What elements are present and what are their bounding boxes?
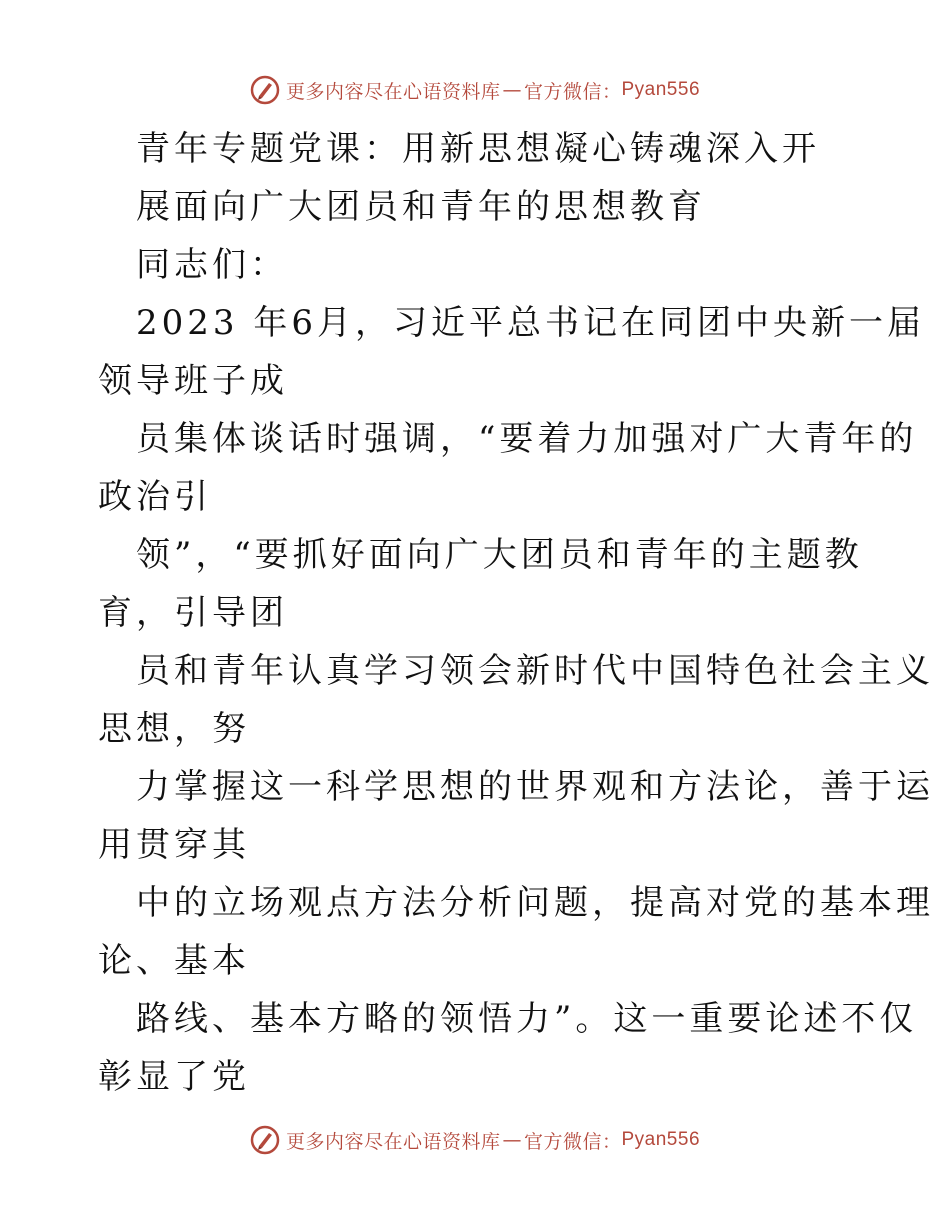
body-line: 2023 年6月，习近平总书记在同团中央新一届: [136, 303, 925, 343]
footer-watermark: [0, 1122, 950, 1158]
body-line: 育，引导团: [98, 593, 288, 633]
body-line: 力掌握这一科学思想的世界观和方法论，善于运: [136, 767, 934, 807]
salutation: 同志们：: [136, 245, 288, 285]
body-line: 员和青年认真学习领会新时代中国特色社会主义: [136, 651, 934, 691]
body-line: 思想，努: [98, 709, 250, 749]
watermark-text: 更多内容尽在心语资料库: [285, 80, 501, 103]
watermark-wechat-id: Pyan556: [621, 79, 701, 100]
watermark-wechat-id: Pyan556: [621, 1129, 701, 1150]
body-line: 中的立场观点方法分析问题，提高对党的基本理: [136, 883, 934, 923]
pen-logo-icon: [250, 75, 280, 105]
document-body: [98, 120, 934, 1106]
title-line-2: 展面向广大团员和青年的思想教育: [136, 187, 706, 227]
body-line: 用贯穿其: [98, 825, 250, 865]
watermark-wechat-label: 官方微信：: [523, 1130, 622, 1153]
watermark-separator: —: [502, 79, 522, 101]
body-line: 政治引: [98, 477, 212, 517]
body-line: 彰显了党: [98, 1057, 250, 1097]
watermark-text: 更多内容尽在心语资料库: [285, 1130, 501, 1153]
body-line: 论、基本: [98, 941, 250, 981]
body-line: 路线、基本方略的领悟力”。这一重要论述不仅: [136, 999, 918, 1039]
body-line: 领”，“要抓好面向广大团员和青年的主题教: [136, 535, 863, 575]
body-line: 员集体谈话时强调，“要着力加强对广大青年的: [136, 419, 918, 459]
header-watermark: [0, 72, 950, 108]
title-line-1: 青年专题党课：用新思想凝心铸魂深入开: [136, 129, 820, 169]
pen-logo-icon: [250, 1125, 280, 1155]
watermark-wechat-label: 官方微信：: [523, 80, 622, 103]
body-line: 领导班子成: [98, 361, 288, 401]
watermark-separator: —: [502, 1129, 522, 1151]
